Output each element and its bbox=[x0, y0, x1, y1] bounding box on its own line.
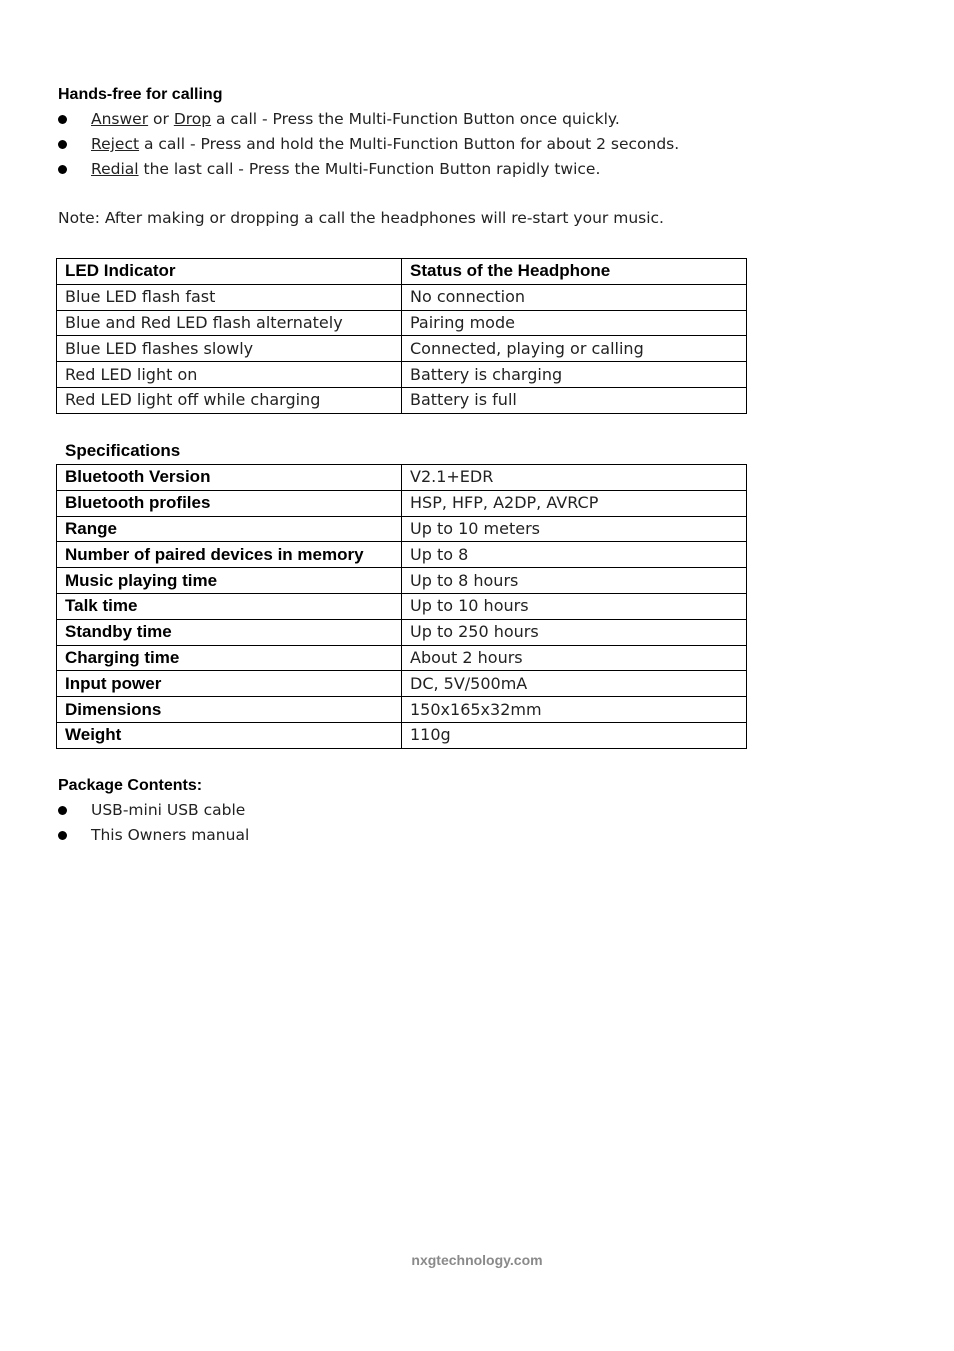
bullet-icon bbox=[58, 140, 67, 149]
table-cell: Connected, playing or calling bbox=[402, 336, 747, 362]
table-row bbox=[57, 284, 747, 310]
spec-label: Talk time bbox=[57, 593, 402, 619]
reject-term: Reject bbox=[91, 135, 140, 153]
spec-label: Bluetooth Version bbox=[57, 465, 402, 491]
bullet-icon bbox=[58, 831, 67, 840]
item-connector: or bbox=[148, 110, 174, 128]
table-row bbox=[57, 722, 747, 748]
answer-term: Answer bbox=[91, 110, 149, 128]
table-cell: Blue LED flashes slowly bbox=[57, 336, 402, 362]
spec-value: Up to 8 hours bbox=[402, 568, 747, 594]
table-header-cell: Status of the Headphone bbox=[402, 259, 747, 285]
item-text: a call - Press and hold the Multi-Function Button for about 2 seconds. bbox=[139, 135, 680, 153]
spec-label: Dimensions bbox=[57, 697, 402, 723]
spec-label: Bluetooth profiles bbox=[57, 490, 402, 516]
spec-value: V2.1+EDR bbox=[402, 465, 747, 491]
table-cell: No connection bbox=[402, 284, 747, 310]
table-cell: Pairing mode bbox=[402, 310, 747, 336]
spec-label: Standby time bbox=[57, 619, 402, 645]
spec-value: Up to 10 meters bbox=[402, 516, 747, 542]
table-row bbox=[57, 387, 747, 413]
table-row bbox=[57, 465, 747, 491]
table-cell: Blue and Red LED flash alternately bbox=[57, 310, 402, 336]
spec-value: HSP, HFP, A2DP, AVRCP bbox=[402, 490, 747, 516]
table-row bbox=[57, 362, 747, 388]
table-cell: Red LED light off while charging bbox=[57, 387, 402, 413]
spec-label: Range bbox=[57, 516, 402, 542]
spec-value: DC, 5V/500mA bbox=[402, 671, 747, 697]
redial-term: Redial bbox=[91, 160, 139, 178]
table-row bbox=[57, 645, 747, 671]
item-text: This Owners manual bbox=[91, 826, 250, 844]
bullet-icon bbox=[58, 115, 67, 124]
table-row bbox=[57, 310, 747, 336]
spec-value: Up to 8 bbox=[402, 542, 747, 568]
list-item bbox=[58, 798, 249, 823]
table-cell: Red LED light on bbox=[57, 362, 402, 388]
table-row bbox=[57, 619, 747, 645]
list-item bbox=[58, 823, 249, 848]
spec-value: Up to 10 hours bbox=[402, 593, 747, 619]
specifications-heading: Specifications bbox=[65, 441, 181, 460]
spec-label: Charging time bbox=[57, 645, 402, 671]
table-row bbox=[57, 516, 747, 542]
item-text: USB-mini USB cable bbox=[91, 801, 246, 819]
handsfree-list bbox=[58, 107, 679, 182]
spec-value: About 2 hours bbox=[402, 645, 747, 671]
spec-label: Music playing time bbox=[57, 568, 402, 594]
spec-label: Number of paired devices in memory bbox=[57, 542, 402, 568]
package-contents-heading: Package Contents: bbox=[58, 777, 203, 794]
table-header-row bbox=[57, 259, 747, 285]
table-cell: Blue LED flash fast bbox=[57, 284, 402, 310]
table-header-cell: LED Indicator bbox=[57, 259, 402, 285]
table-row bbox=[57, 568, 747, 594]
item-text: a call - Press the Multi-Function Button once quickly. bbox=[211, 110, 620, 128]
led-table bbox=[56, 258, 747, 414]
bullet-icon bbox=[58, 165, 67, 174]
note-text: Note: After making or dropping a call the headphones will re-start your music. bbox=[58, 209, 664, 227]
item-text: the last call - Press the Multi-Function Button rapidly twice. bbox=[138, 160, 601, 178]
package-list bbox=[58, 798, 249, 848]
handsfree-heading: Hands-free for calling bbox=[58, 86, 223, 103]
table-row bbox=[57, 490, 747, 516]
table-row bbox=[57, 697, 747, 723]
spec-value: 150x165x32mm bbox=[402, 697, 747, 723]
list-item bbox=[58, 132, 679, 157]
table-row bbox=[57, 336, 747, 362]
drop-term: Drop bbox=[173, 110, 212, 128]
table-row bbox=[57, 671, 747, 697]
spec-label: Weight bbox=[57, 722, 402, 748]
spec-value: 110g bbox=[402, 722, 747, 748]
footer-website: nxgtechnology.com bbox=[411, 1252, 543, 1268]
list-item bbox=[58, 157, 679, 182]
list-item bbox=[58, 107, 679, 132]
table-row bbox=[57, 593, 747, 619]
table-cell: Battery is full bbox=[402, 387, 747, 413]
bullet-icon bbox=[58, 806, 67, 815]
spec-value: Up to 250 hours bbox=[402, 619, 747, 645]
specifications-table bbox=[56, 464, 747, 749]
table-cell: Battery is charging bbox=[402, 362, 747, 388]
table-row bbox=[57, 542, 747, 568]
spec-label: Input power bbox=[57, 671, 402, 697]
